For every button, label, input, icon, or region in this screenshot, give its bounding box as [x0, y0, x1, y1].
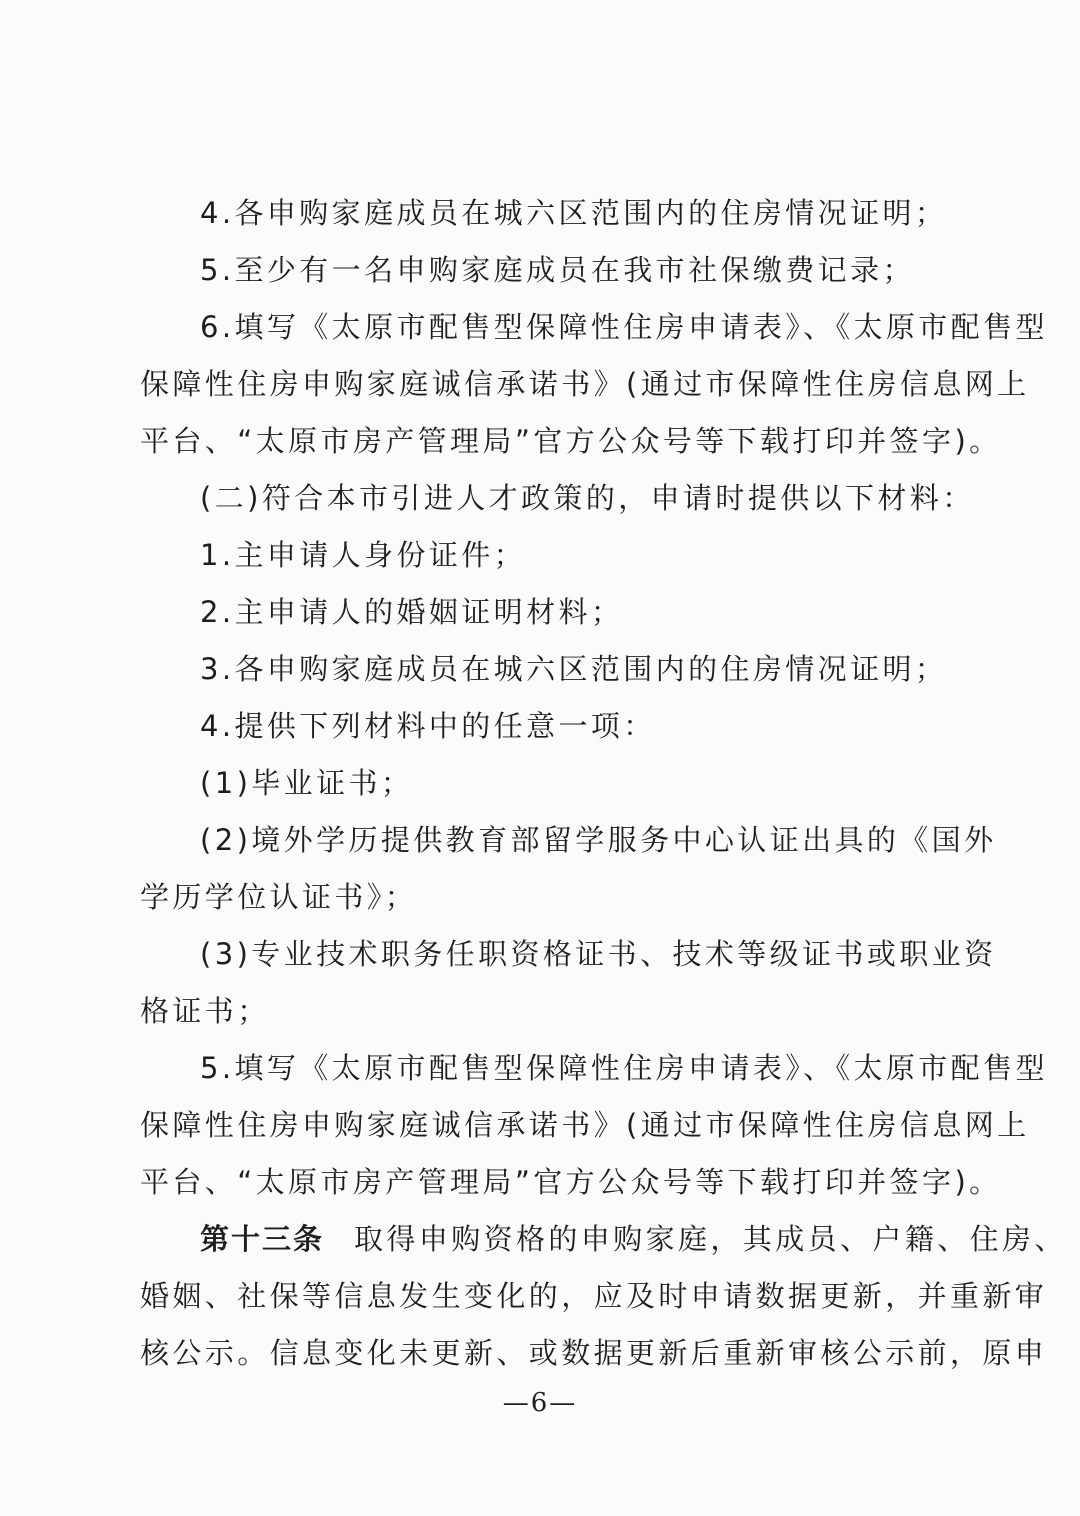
- text-line: 2.主申请人的婚姻证明材料；: [200, 595, 624, 629]
- document-body: [140, 185, 1067, 1382]
- text-line: (1)毕业证书；: [200, 766, 414, 800]
- text-line: 1.主申请人身份证件；: [200, 538, 527, 572]
- article-text: 取得申购资格的申购家庭，其成员、户籍、住房、: [354, 1222, 1067, 1256]
- text-line: 保障性住房申购家庭诚信承诺书》(通过市保障性住房信息网上: [140, 1108, 1030, 1142]
- text-line: 格证书；: [140, 994, 270, 1028]
- text-line: 保障性住房申购家庭诚信承诺书》(通过市保障性住房信息网上: [140, 367, 1030, 401]
- article-first-line: [140, 1211, 1067, 1268]
- text-line: 4.各申购家庭成员在城六区范围内的住房情况证明；: [200, 196, 948, 230]
- text-line: 5.至少有一名申购家庭成员在我市社保缴费记录；: [200, 253, 915, 287]
- text-line: 学历学位认证书》；: [140, 880, 418, 914]
- section-heading: (二)符合本市引进人才政策的，申请时提供以下材料：: [200, 481, 975, 515]
- text-line: 婚姻、社保等信息发生变化的，应及时申请数据更新，并重新审: [140, 1279, 1048, 1313]
- page-number: —6—: [502, 1388, 578, 1418]
- text-line: 4.提供下列材料中的任意一项：: [200, 709, 656, 743]
- text-line: 平台、“太原市房产管理局”官方公众号等下载打印并签字)。: [140, 1165, 1002, 1199]
- text-line: 3.各申购家庭成员在城六区范围内的住房情况证明；: [200, 652, 948, 686]
- text-line: 5.填写《太原市配售型保障性住房申请表》、《太原市配售型: [200, 1051, 1048, 1085]
- article-label: 第十三条: [200, 1222, 325, 1256]
- text-line: 6.填写《太原市配售型保障性住房申请表》、《太原市配售型: [200, 310, 1048, 344]
- text-line: (3)专业技术职务任职资格证书、技术等级证书或职业资: [200, 937, 997, 971]
- text-line: 核公示。信息变化未更新、或数据更新后重新审核公示前，原申: [140, 1336, 1048, 1370]
- text-line: 平台、“太原市房产管理局”官方公众号等下载打印并签字)。: [140, 424, 1002, 458]
- text-line: (2)境外学历提供教育部留学服务中心认证出具的《国外: [200, 823, 997, 857]
